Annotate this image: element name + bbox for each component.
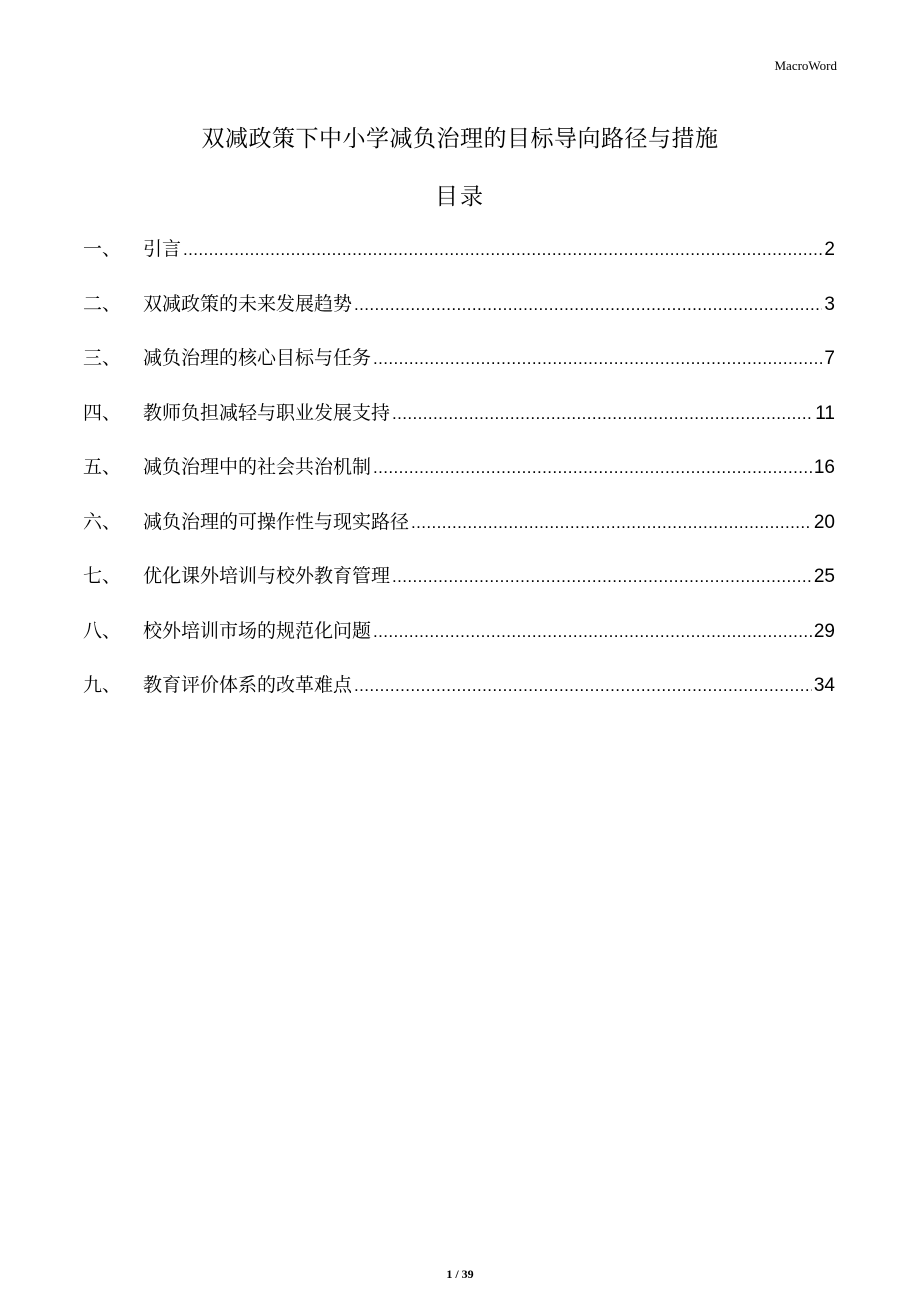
toc-entry-number: 三、 [83, 347, 122, 369]
toc-entry-number: 二、 [83, 292, 122, 315]
toc-dot-leader [354, 676, 812, 696]
toc-entry-title: 教师负担减轻与职业发展支持 [143, 401, 391, 424]
toc-entry[interactable] [83, 670, 835, 725]
toc-entry-page: 25 [813, 566, 835, 587]
toc-entry-title: 减负治理的核心目标与任务 [143, 347, 372, 369]
toc-entry-page: 20 [813, 511, 835, 533]
toc-entry-number: 四、 [83, 401, 122, 424]
toc-entry-title: 校外培训市场的规范化问题 [143, 619, 372, 642]
toc-entry-number: 六、 [83, 510, 122, 533]
toc-entry-page: 2 [824, 239, 835, 260]
toc-dot-leader [373, 622, 812, 642]
toc-dot-leader [354, 295, 822, 315]
toc-entry-page: 16 [813, 457, 835, 478]
toc-entry-title: 减负治理中的社会共治机制 [143, 456, 372, 478]
toc-entry-page: 11 [815, 402, 835, 424]
toc-entry[interactable] [83, 616, 835, 671]
toc-entry-number: 八、 [83, 619, 122, 642]
toc-entry-number: 九、 [83, 674, 122, 696]
toc-entry-title: 引言 [143, 238, 182, 260]
toc-entry[interactable] [83, 398, 835, 453]
page-number-footer: 1 / 39 [446, 1267, 474, 1281]
toc-dot-leader [373, 458, 812, 478]
toc-entry[interactable] [83, 289, 835, 344]
toc-entry-number: 五、 [83, 456, 122, 478]
table-of-contents [83, 234, 835, 725]
toc-entry-page: 34 [813, 675, 835, 696]
document-title: 双减政策下中小学减负治理的目标导向路径与措施 [201, 126, 719, 152]
toc-dot-leader [373, 349, 822, 369]
toc-entry-title: 教育评价体系的改革难点 [143, 674, 353, 696]
toc-entry-title: 优化课外培训与校外教育管理 [143, 565, 391, 587]
toc-entry-number: 一、 [83, 238, 122, 260]
toc-heading: 目录 [435, 184, 485, 210]
toc-entry-title: 减负治理的可操作性与现实路径 [143, 510, 410, 533]
toc-dot-leader [183, 240, 822, 260]
toc-entry-page: 3 [824, 293, 835, 315]
toc-dot-leader [392, 404, 813, 424]
toc-entry-page: 7 [824, 348, 835, 369]
toc-entry[interactable] [83, 452, 835, 507]
toc-dot-leader [411, 513, 812, 533]
header-brand: MacroWord [774, 58, 837, 73]
toc-entry-page: 29 [813, 620, 835, 642]
toc-entry[interactable] [83, 561, 835, 616]
toc-entry[interactable] [83, 343, 835, 398]
toc-entry[interactable] [83, 234, 835, 289]
toc-entry-number: 七、 [83, 565, 122, 587]
toc-dot-leader [392, 567, 812, 587]
toc-entry[interactable] [83, 507, 835, 562]
toc-entry-title: 双减政策的未来发展趋势 [143, 292, 353, 315]
